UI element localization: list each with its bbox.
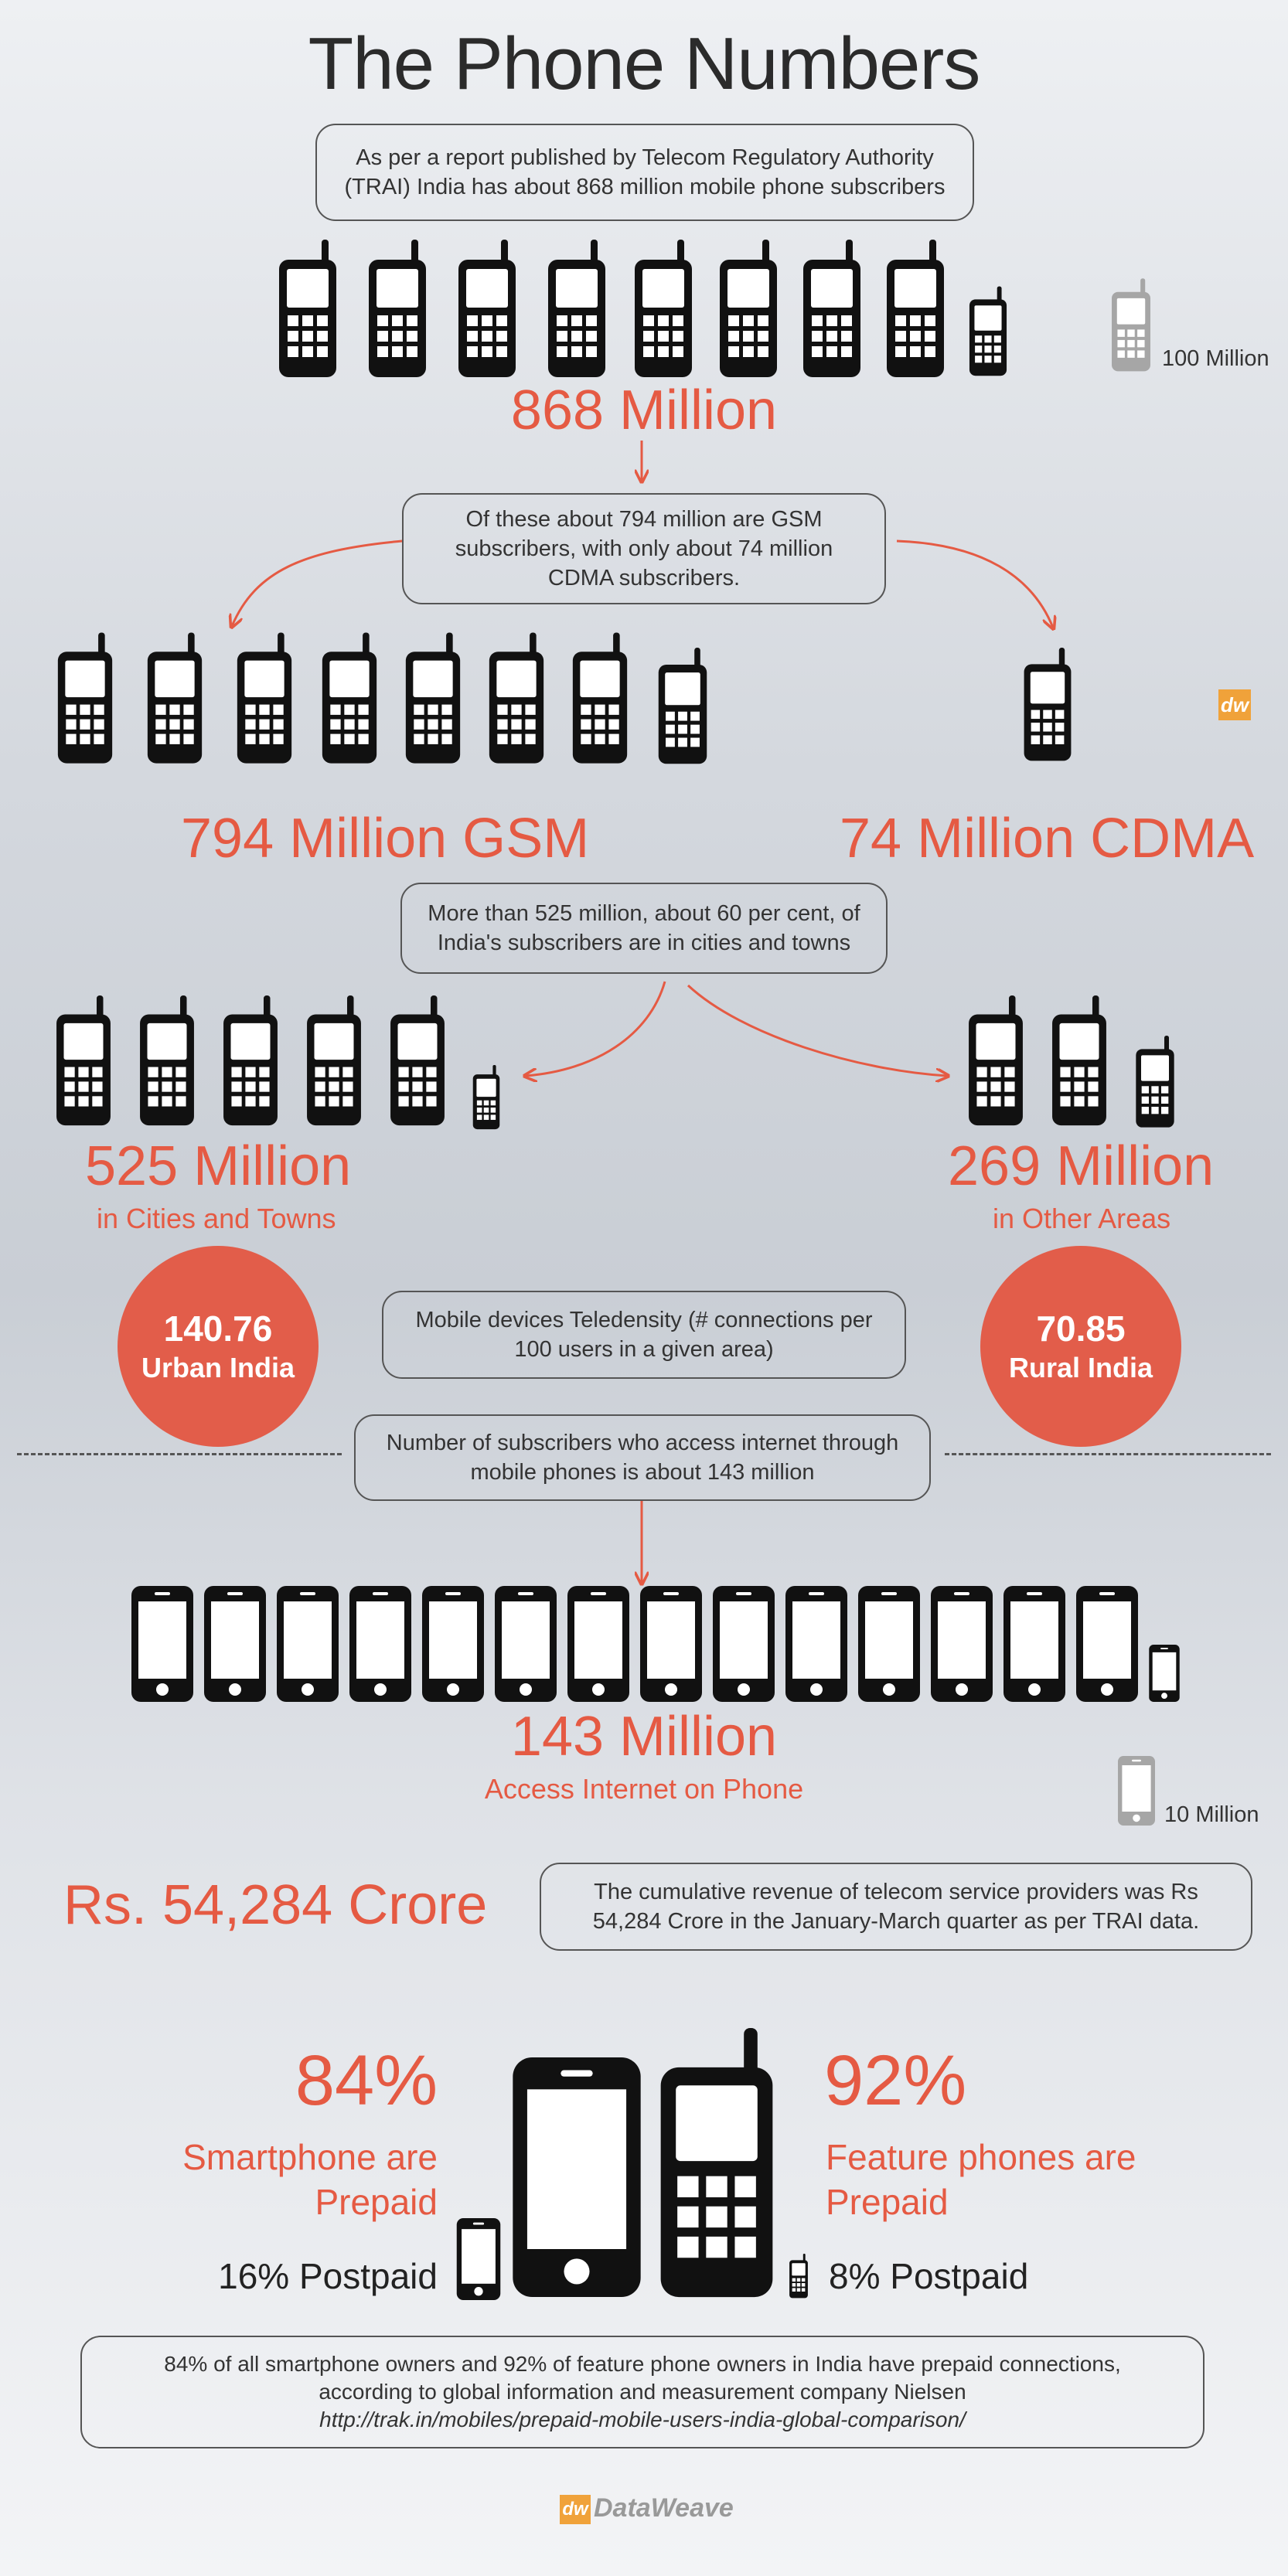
- smartphone-icon: [931, 1586, 993, 1702]
- smartphone-icon: [785, 1586, 847, 1702]
- nielsen-note-line-2: according to global information and measurement company Nielsen: [319, 2380, 966, 2404]
- feature-phone-icon: [1133, 1036, 1177, 1128]
- smartphone-icon: [277, 1586, 339, 1702]
- cdma-phone-icon: [1022, 648, 1073, 762]
- feature-phone-icon: [54, 995, 113, 1127]
- arrow-left-icon: [232, 541, 402, 626]
- feature-phone-icon: [305, 995, 363, 1127]
- smartphone-icon: [567, 1586, 629, 1702]
- feature-phone-icon: [472, 1065, 501, 1130]
- arrow-left-icon: [526, 982, 665, 1076]
- gsm-label: 794 Million GSM: [181, 808, 590, 869]
- feature-phone-prepaid-label-1: Feature phones are: [826, 2137, 1136, 2177]
- smartphone-icon: [858, 1586, 920, 1702]
- urban-teledensity-value: 140.76: [163, 1308, 273, 1349]
- smartphone-prepaid-percent: 84%: [295, 2041, 438, 2120]
- feature-phone-prepaid-percent: 92%: [824, 2041, 967, 2120]
- large-smartphone-icon: [512, 2057, 642, 2297]
- smartphone-icon: [495, 1586, 557, 1702]
- revenue-box: [540, 1863, 1252, 1951]
- gsm-cdma-text: Of these about 794 million are GSM subscribers, with only about 74 million CDMA subscribers.: [455, 507, 833, 590]
- divider-right: [945, 1453, 1271, 1455]
- rural-teledensity-value: 70.85: [1036, 1308, 1126, 1349]
- feature-phone-icon: [487, 632, 546, 765]
- dataweave-mark-icon: dw: [1218, 689, 1251, 720]
- smartphone-prepaid-label-2: Prepaid: [315, 2182, 438, 2222]
- urban-share-box: [400, 883, 888, 974]
- feature-phone-icon: [1050, 995, 1109, 1127]
- smartphone-postpaid-label: 16% Postpaid: [218, 2256, 438, 2296]
- rural-teledensity-badge: [980, 1246, 1181, 1447]
- legend-smartphone-icon: [1118, 1756, 1155, 1826]
- feature-phone-icon: [966, 995, 1025, 1127]
- internet-users-label: 143 Million: [510, 1706, 778, 1768]
- urban-share-text: More than 525 million, about 60 per cent, of India's subscribers are in cities and towns: [428, 901, 860, 955]
- nielsen-note-box: [80, 2336, 1205, 2448]
- internet-box: [354, 1414, 931, 1501]
- smartphone-icon: [713, 1586, 775, 1702]
- small-smartphone-icon: [456, 2218, 501, 2300]
- revenue-text: The cumulative revenue of telecom service providers was Rs 54,284 Crore in the January-March quarter as per TRAI data.: [592, 1880, 1200, 1934]
- nielsen-note-line-1: 84% of all smartphone owners and 92% of feature phone owners in India have prepaid connections,: [164, 2352, 1121, 2376]
- intro-text: As per a report published by Telecom Regulatory Authority (TRAI) India has about 868 million mobile phone subscribers: [344, 145, 946, 199]
- cities-sub-label: in Cities and Towns: [97, 1203, 336, 1234]
- feature-phone-icon: [145, 632, 204, 765]
- smartphone-icon: [640, 1586, 702, 1702]
- feature-phone-icon: [320, 632, 379, 765]
- smartphone-icon: [1076, 1586, 1138, 1702]
- teledensity-box: [382, 1291, 906, 1379]
- dataweave-logo-text: DataWeave: [594, 2493, 734, 2523]
- gsm-cdma-box: [402, 493, 886, 604]
- cdma-label: 74 Million CDMA: [840, 808, 1255, 869]
- feature-phone-prepaid-label-2: Prepaid: [826, 2182, 949, 2222]
- cities-label: 525 Million: [85, 1135, 352, 1197]
- feature-phone-icon: [56, 632, 114, 765]
- smartphone-icon: [422, 1586, 484, 1702]
- large-feature-phone-icon: [656, 2028, 778, 2300]
- internet-users-sub-label: Access Internet on Phone: [484, 1773, 804, 1805]
- legend-100-million: 100 Million: [1162, 346, 1269, 371]
- feature-phone-icon: [388, 995, 447, 1127]
- teledensity-text: Mobile devices Teledensity (# connections per 100 users in a given area): [415, 1308, 873, 1362]
- dataweave-logo-icon: dw: [560, 2495, 591, 2524]
- rural-teledensity-label: Rural India: [1008, 1352, 1153, 1383]
- divider-left: [17, 1453, 342, 1455]
- small-feature-phone-icon: [789, 2254, 809, 2299]
- feature-phone-icon: [571, 632, 629, 765]
- smartphone-icon: [1003, 1586, 1065, 1702]
- source-link[interactable]: http://trak.in/mobiles/prepaid-mobile-users-india-global-comparison/: [319, 2408, 966, 2431]
- other-areas-label: 269 Million: [948, 1135, 1215, 1197]
- revenue-label: Rs. 54,284 Crore: [63, 1874, 488, 1936]
- feature-phone-postpaid-label: 8% Postpaid: [829, 2256, 1029, 2296]
- urban-teledensity-label: Urban India: [141, 1352, 295, 1383]
- page-title: The Phone Numbers: [308, 22, 980, 105]
- smartphone-icon: [204, 1586, 266, 1702]
- feature-phone-icon: [221, 995, 280, 1127]
- arrow-right-icon: [688, 985, 947, 1076]
- smartphone-icon: [1149, 1645, 1180, 1702]
- total-subscribers-label: 868 Million: [510, 379, 778, 441]
- feature-phone-icon: [656, 648, 710, 765]
- urban-teledensity-badge: [118, 1246, 319, 1447]
- internet-text: Number of subscribers who access internet through mobile phones is about 143 million: [386, 1431, 899, 1485]
- feature-phone-icon: [404, 632, 462, 765]
- smartphone-icon: [131, 1586, 193, 1702]
- feature-phone-icon: [138, 995, 196, 1127]
- smartphone-prepaid-label-1: Smartphone are: [182, 2137, 438, 2177]
- legend-10-million: 10 Million: [1164, 1802, 1259, 1827]
- other-areas-sub-label: in Other Areas: [993, 1203, 1171, 1234]
- arrow-right-icon: [897, 541, 1053, 628]
- feature-phone-icon: [235, 632, 294, 765]
- smartphone-icon: [349, 1586, 411, 1702]
